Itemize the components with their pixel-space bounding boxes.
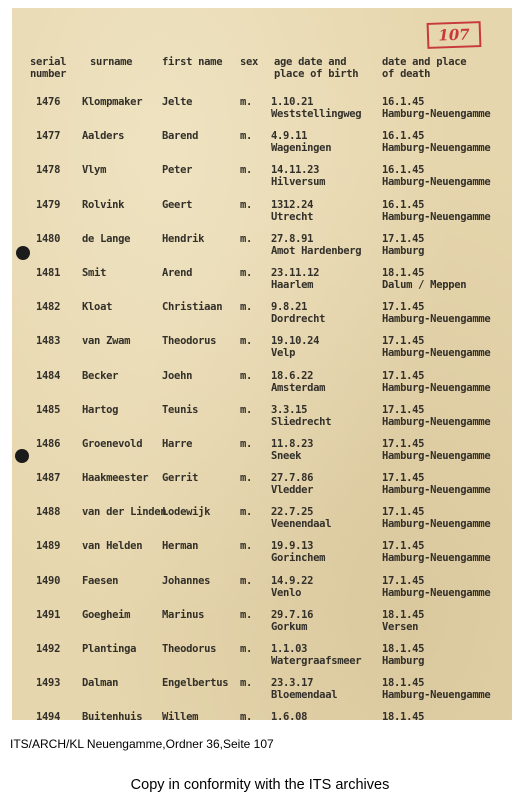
- surname: van der Linden: [82, 506, 167, 519]
- first-name: Lodewijk: [162, 506, 211, 519]
- birth-info: 18.6.22 Amsterdam: [271, 369, 326, 394]
- surname: Dalman: [82, 677, 119, 690]
- serial-number: 1476: [36, 96, 61, 108]
- sex: m.: [240, 403, 253, 416]
- surname: Smit: [82, 266, 107, 279]
- surname: Becker: [82, 369, 119, 382]
- serial-number: 1480: [36, 232, 61, 245]
- first-name: Herman: [162, 540, 199, 553]
- first-name: Harre: [162, 437, 193, 450]
- death-info: 18.1.45 Hamburg: [382, 643, 425, 667]
- death-info: 18.1.45 Dalum / Meppen: [382, 266, 467, 291]
- list-item: [12, 537, 512, 571]
- serial-number: 1477: [36, 130, 61, 143]
- birth-info: 3.3.15 Sliedrecht: [271, 403, 332, 428]
- death-info: 17.1.45 Hamburg-Neuengamme: [382, 403, 491, 428]
- serial-number: 1490: [36, 574, 61, 587]
- sex: m.: [240, 643, 253, 655]
- death-info: 17.1.45 Hamburg-Neuengamme: [382, 540, 491, 565]
- conformity-note: Copy in conformity with the ITS archives: [130, 777, 390, 793]
- death-info: 17.1.45 Hamburg-Neuengamme: [382, 472, 491, 497]
- first-name: Hendrik: [162, 232, 205, 245]
- first-name: Johannes: [162, 574, 211, 587]
- list-item: [12, 572, 512, 606]
- birth-info: 1.6.08: [271, 711, 308, 720]
- sex: m.: [240, 369, 253, 382]
- sex: m.: [240, 198, 253, 211]
- sex: m.: [240, 711, 253, 720]
- surname: de Lange: [82, 232, 131, 245]
- list-item: [12, 674, 512, 708]
- sex: m.: [240, 164, 253, 177]
- list-item: [12, 367, 512, 401]
- first-name: Arend: [162, 266, 193, 279]
- surname: Haakmeester: [82, 472, 149, 485]
- list-item: [12, 640, 512, 674]
- list-item: [12, 469, 512, 503]
- sex: m.: [240, 266, 253, 279]
- list-item: [12, 606, 512, 640]
- list-item: [12, 230, 512, 264]
- list-item: [12, 161, 512, 195]
- list-item: [12, 93, 512, 127]
- first-name: Gerrit: [162, 472, 199, 485]
- sex: m.: [240, 437, 253, 450]
- sex: m.: [240, 677, 253, 690]
- header-first-name: first name: [162, 56, 223, 68]
- sex: m.: [240, 472, 253, 485]
- death-info: 17.1.45 Hamburg-Neuengamme: [382, 369, 491, 394]
- birth-info: 9.8.21 Dordrecht: [271, 301, 326, 326]
- serial-number: 1482: [36, 301, 61, 314]
- list-item: [12, 332, 512, 366]
- first-name: Marinus: [162, 608, 205, 621]
- sex: m.: [240, 130, 253, 143]
- first-name: Theodorus: [162, 643, 217, 655]
- list-item: [12, 503, 512, 537]
- serial-number: 1479: [36, 198, 61, 211]
- death-info: 17.1.45 Hamburg: [382, 232, 425, 257]
- birth-info: 19.9.13 Gorinchem: [271, 540, 326, 565]
- first-name: Barend: [162, 130, 199, 143]
- birth-info: 14.11.23 Hilversum: [271, 164, 326, 189]
- death-info: 17.1.45 Hamburg-Neuengamme: [382, 335, 491, 360]
- serial-number: 1492: [36, 643, 61, 655]
- header-birth: age date and place of birth: [274, 56, 359, 80]
- sex: m.: [240, 301, 253, 314]
- death-info: 17.1.45 Hamburg-Neuengamme: [382, 301, 491, 326]
- surname: Plantinga: [82, 643, 137, 655]
- sex: m.: [240, 506, 253, 519]
- page-number-stamp: 107: [427, 21, 482, 49]
- serial-number: 1481: [36, 266, 61, 279]
- surname: Rolvink: [82, 198, 125, 211]
- birth-info: 23.11.12 Haarlem: [271, 266, 320, 291]
- header-serial: serial number: [30, 56, 67, 80]
- list-item: [12, 264, 512, 298]
- serial-number: 1488: [36, 506, 61, 519]
- surname: Groenevold: [82, 437, 143, 450]
- source-reference: ITS/ARCH/KL Neuengamme,Ordner 36,Seite 107: [10, 737, 274, 751]
- birth-info: 22.7.25 Veenendaal: [271, 506, 332, 531]
- surname: Kloat: [82, 301, 113, 314]
- surname: Faesen: [82, 574, 119, 587]
- death-info: 17.1.45 Hamburg-Neuengamme: [382, 506, 491, 531]
- birth-info: 1.10.21 Weststellingweg: [271, 96, 362, 120]
- death-info: 18.1.45 Hamburg-Neuengamme: [382, 677, 491, 702]
- list-item: [12, 708, 512, 720]
- list-item: [12, 435, 512, 469]
- list-item: [12, 196, 512, 230]
- list-item: [12, 401, 512, 435]
- first-name: Theodorus: [162, 335, 217, 348]
- serial-number: 1493: [36, 677, 61, 690]
- surname: Goegheim: [82, 608, 131, 621]
- header-death: date and place of death: [382, 56, 467, 80]
- first-name: Engelbertus: [162, 677, 229, 690]
- death-info: 17.1.45 Hamburg-Neuengamme: [382, 574, 491, 599]
- serial-number: 1489: [36, 540, 61, 553]
- header-surname: surname: [90, 56, 133, 68]
- serial-number: 1478: [36, 164, 61, 177]
- list-item: [12, 298, 512, 332]
- surname: Vlym: [82, 164, 107, 177]
- death-info: 16.1.45 Hamburg-Neuengamme: [382, 130, 491, 155]
- sex: m.: [240, 232, 253, 245]
- surname: Aalders: [82, 130, 125, 143]
- sex: m.: [240, 608, 253, 621]
- death-info: 18.1.45: [382, 711, 425, 720]
- first-name: Christiaan: [162, 301, 223, 314]
- sex: m.: [240, 540, 253, 553]
- birth-info: 11.8.23 Sneek: [271, 437, 314, 462]
- death-info: 16.1.45 Hamburg-Neuengamme: [382, 164, 491, 189]
- birth-info: 29.7.16 Gorkum: [271, 608, 314, 633]
- serial-number: 1486: [36, 437, 61, 450]
- sex: m.: [240, 574, 253, 587]
- birth-info: 27.8.91 Amot Hardenberg: [271, 232, 362, 257]
- first-name: Peter: [162, 164, 193, 177]
- birth-info: 4.9.11 Wageningen: [271, 130, 332, 155]
- serial-number: 1487: [36, 472, 61, 485]
- serial-number: 1491: [36, 608, 61, 621]
- death-info: 17.1.45 Hamburg-Neuengamme: [382, 437, 491, 462]
- first-name: Teunis: [162, 403, 199, 416]
- entries-list: [12, 93, 512, 720]
- first-name: Willem: [162, 711, 199, 720]
- birth-info: 1.1.03 Watergraafsmeer: [271, 643, 362, 667]
- death-info: 16.1.45 Hamburg-Neuengamme: [382, 96, 491, 120]
- serial-number: 1483: [36, 335, 61, 348]
- serial-number: 1485: [36, 403, 61, 416]
- serial-number: 1494: [36, 711, 61, 720]
- surname: van Zwam: [82, 335, 131, 348]
- surname: Hartog: [82, 403, 119, 416]
- first-name: Joehn: [162, 369, 193, 382]
- first-name: Geert: [162, 198, 193, 211]
- header-sex: sex: [240, 56, 259, 68]
- first-name: Jelte: [162, 96, 193, 108]
- serial-number: 1484: [36, 369, 61, 382]
- document-page: [12, 8, 512, 720]
- death-info: 16.1.45 Hamburg-Neuengamme: [382, 198, 491, 223]
- birth-info: 14.9.22 Venlo: [271, 574, 314, 599]
- birth-info: 23.3.17 Bloemendaal: [271, 677, 338, 702]
- surname: Buitenhuis: [82, 711, 143, 720]
- birth-info: 27.7.86 Vledder: [271, 472, 314, 497]
- sex: m.: [240, 96, 253, 108]
- death-info: 18.1.45 Versen: [382, 608, 425, 633]
- birth-info: 1312.24 Utrecht: [271, 198, 314, 223]
- surname: Klompmaker: [82, 96, 143, 108]
- list-item: [12, 127, 512, 161]
- sex: m.: [240, 335, 253, 348]
- surname: van Helden: [82, 540, 143, 553]
- birth-info: 19.10.24 Velp: [271, 335, 320, 360]
